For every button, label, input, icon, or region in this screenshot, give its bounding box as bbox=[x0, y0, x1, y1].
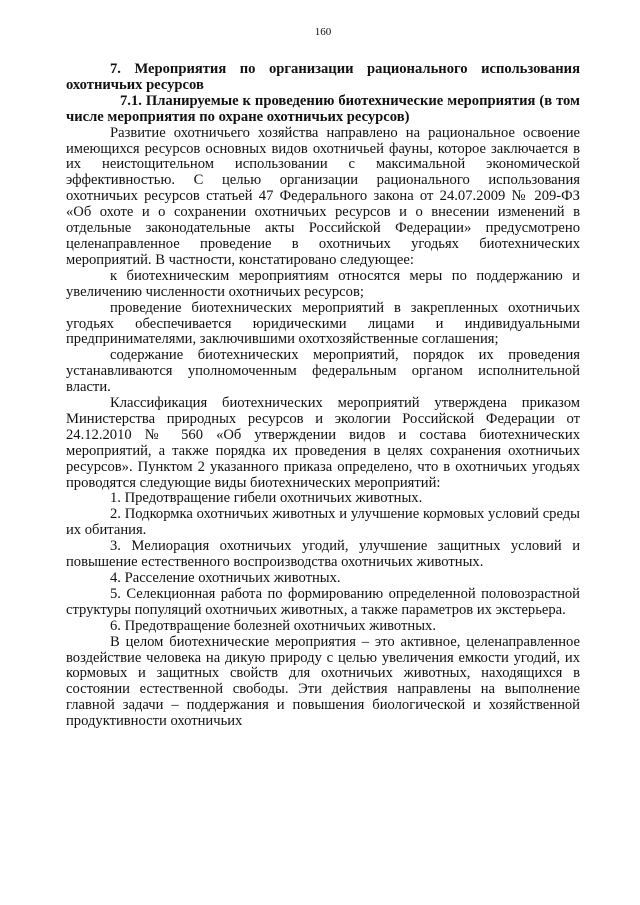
paragraph-responsibility: проведение биотехнических мероприятий в закрепленных охотничьих угодьях обеспечивается юридическими лицами и индивидуальными предпринимателями, заключившими охотхозяйственные соглашения; bbox=[66, 299, 580, 348]
list-item-4: 4. Расселение охотничьих животных. bbox=[110, 570, 341, 586]
paragraph-intro: Развитие охотничьего хозяйства направлено на рациональное освоение имеющихся ресурсов основных видов охотничьей фауны, которое заключается в их неистощительном использовании с максимальной экономической эффективностью. С целью организации рационального использования охотничьих ресурсов статьей 47 Федерального закона от 24.07.2009 № 209-ФЗ «Об охоте и о сохранении охотничьих ресурсов и о внесении изменений в отдельные законодательные акты Российской Федерации» предусмотрено целенаправленное проведение в охотничьих угодьях биотехнических мероприятий. В частности, констатировано следующее: bbox=[66, 124, 580, 268]
list-item-2: 2. Подкормка охотничьих животных и улучшение кормовых условий среды их обитания. bbox=[66, 506, 580, 539]
list-item-6: 6. Предотвращение болезней охотничьих животных. bbox=[110, 617, 436, 634]
paragraph-regulation: содержание биотехнических мероприятий, порядок их проведения устанавливаются уполномоченным федеральным органом исполнительной власти. bbox=[66, 347, 580, 396]
subsection-heading: 7.1. Планируемые к проведению биотехнические мероприятия (в том числе мероприятия по охране охотничьих ресурсов) bbox=[66, 92, 580, 125]
paragraph-classification: Классификация биотехнических мероприятий утверждена приказом Министерства природных ресурсов и экологии Российской Федерации от 24.12.2010 № 560 «Об утверждении видов и состава биотехнических мероприятий, а также порядка их проведения в целях сохранения охотничьих ресурсов». Пунктом 2 указанного приказа определено, что в охотничьих угодьях проводятся следующие виды биотехнических мероприятий: bbox=[66, 395, 580, 491]
list-item-5: 5. Селекционная работа по формированию определенной половозрастной структуры популяций охотничьих животных, а также параметров их экстерьера. bbox=[66, 585, 580, 618]
page-number: 160 bbox=[314, 26, 332, 38]
section-heading: 7. Мероприятия по организации рационального использования охотничьих ресурсов bbox=[66, 61, 580, 93]
paragraph-definition: к биотехническим мероприятиям относятся меры по поддержанию и увеличению численности охотничьих ресурсов; bbox=[66, 267, 580, 300]
list-item-1: 1. Предотвращение гибели охотничьих животных. bbox=[110, 490, 423, 507]
paragraph-summary: В целом биотехнические мероприятия – это активное, целенаправленное воздействие человека на дикую природу с целью увеличения емкости угодий, их кормовых и защитных свойств для охотничьих животных, находящихся в состоянии естественной свободы. Эти действия направлены на выполнение главной задачи – поддержания и повышения биологической и хозяйственной продуктивности охотничьих bbox=[66, 633, 580, 730]
document-page bbox=[66, 26, 580, 730]
list-item-3: 3. Мелиорация охотничьих угодий, улучшение защитных условий и повышение естественного воспроизводства охотничьих животных. bbox=[66, 538, 580, 571]
